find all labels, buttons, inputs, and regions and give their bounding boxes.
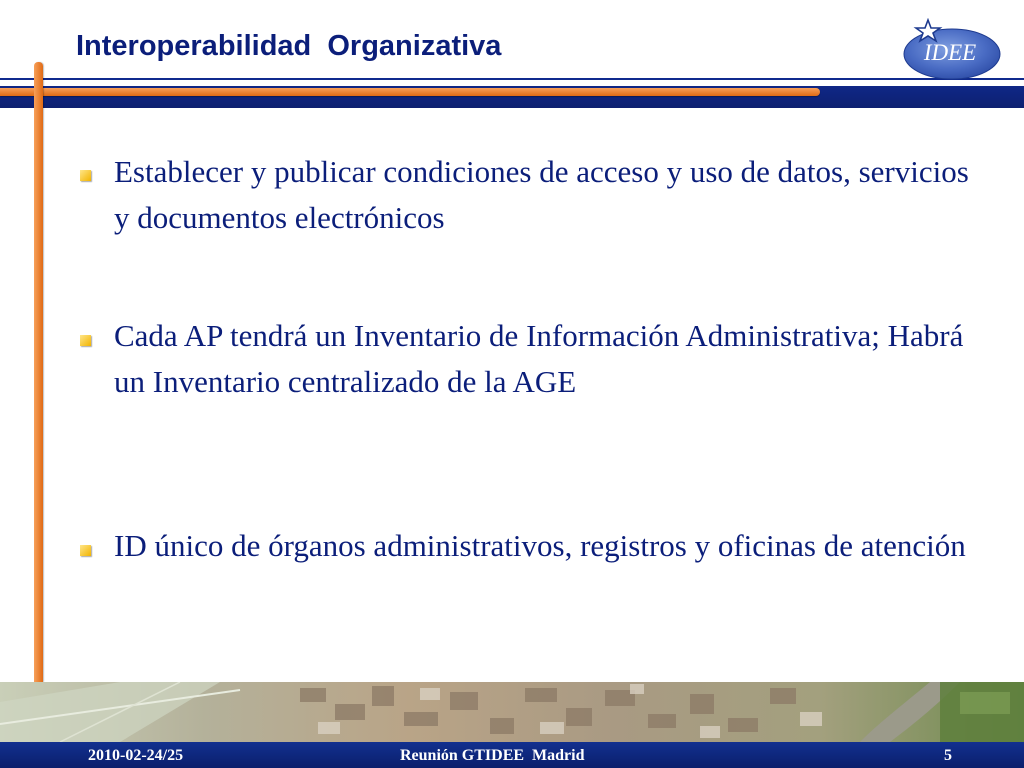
aerial-photo-strip (0, 682, 1024, 742)
bullet-item-2: Cada AP tendrá un Inventario de Información Administrativa; Habrá un Inventario centralizado de la AGE (114, 318, 964, 399)
logo-label: IDEE (923, 40, 977, 65)
yellow-square-bullet-icon (80, 170, 91, 181)
slide-title: Interoperabilidad Organizativa (76, 30, 502, 62)
footer-event: Reunión GTIDEE Madrid (400, 747, 585, 764)
bullet-item-3: ID único de órganos administrativos, registros y oficinas de atención (114, 528, 966, 563)
yellow-square-bullet-icon (80, 545, 91, 556)
yellow-square-bullet-icon (80, 335, 91, 346)
bullet-item-1: Establecer y publicar condiciones de acceso y uso de datos, servicios y documentos electrónicos (114, 154, 969, 235)
footer-date: 2010-02-24/25 (88, 747, 184, 764)
page-number: 5 (944, 747, 952, 764)
